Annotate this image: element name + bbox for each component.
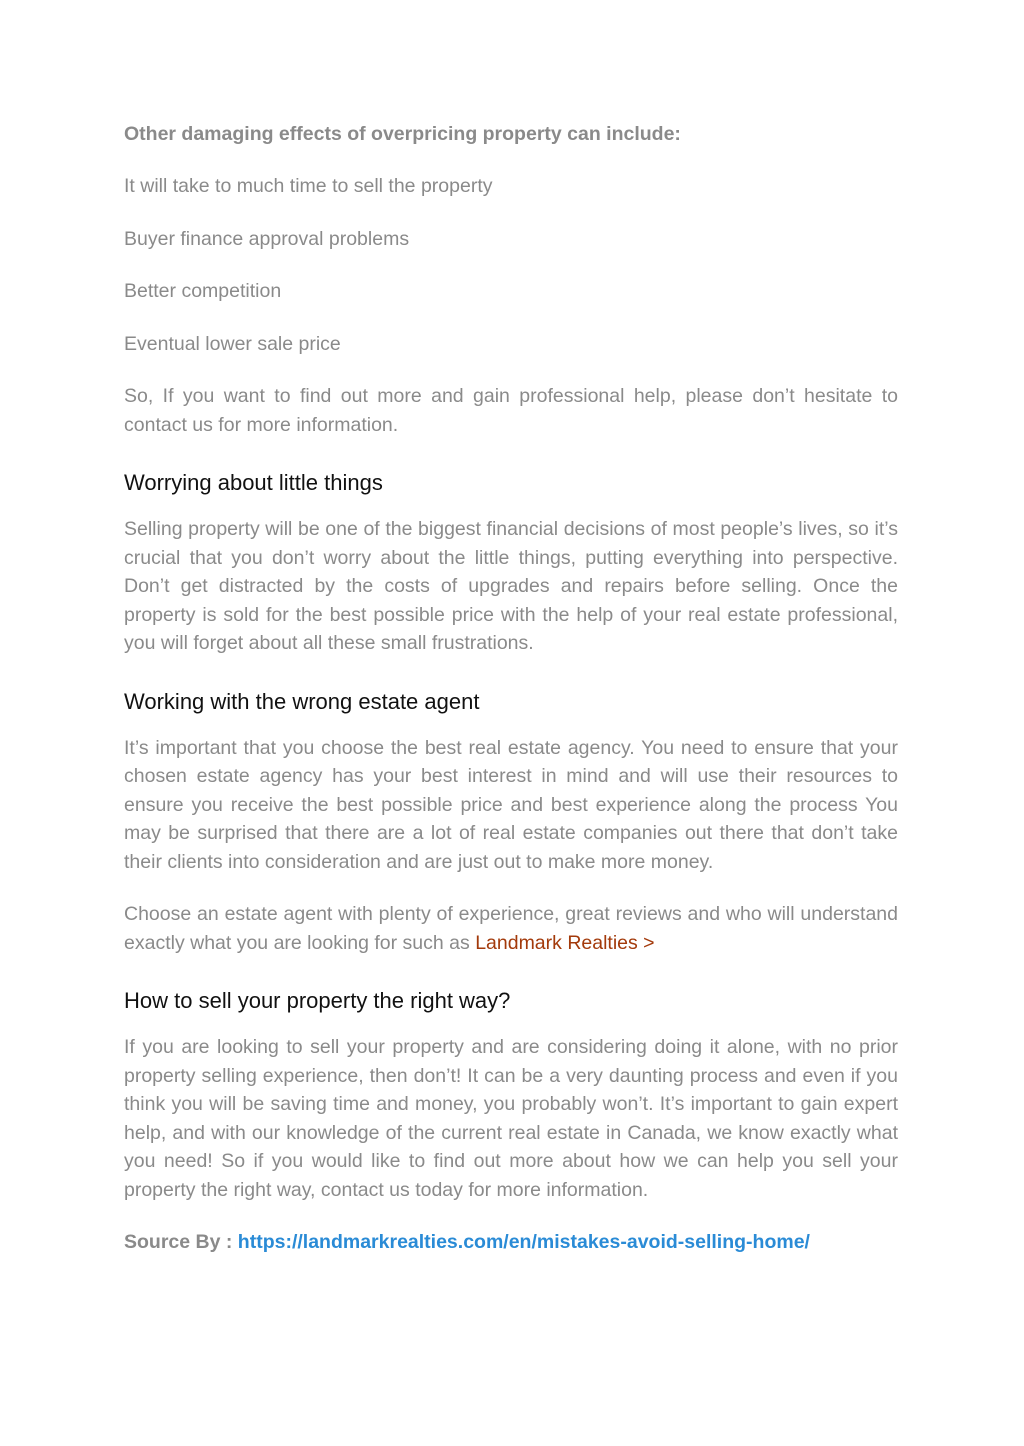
source-line [124, 1228, 898, 1256]
section-heading-worrying: Worrying about little things [124, 470, 383, 495]
intro-closing-paragraph: So, If you want to find out more and gain professional help, please don’t hesitate to contact us for more information. [124, 385, 898, 436]
document-page [124, 120, 898, 1256]
section-heading-agent: Working with the wrong estate agent [124, 688, 480, 714]
source-label: Source By : [124, 1231, 238, 1253]
landmark-realties-link[interactable]: Landmark Realties > [475, 931, 655, 954]
section-heading-sell: How to sell your property the right way? [124, 988, 511, 1013]
effect-item-2: Buyer finance approval problems [124, 227, 410, 250]
effect-item-3: Better competition [124, 280, 282, 302]
section-body-sell: If you are looking to sell your property and are considering doing it alone, with no prior property selling experience, then don’t! It can be a very daunting process and even if you think you will be saving time and money, you probably won’t. It’s important to gain expert help, and with our knowledge of the current real estate in Canada, we know exactly what you need! So if you would like to find out more about how we can help you sell your property the right way, contact us today for more information. [124, 1036, 898, 1201]
choose-agent-text: Choose an estate agent with plenty of experience, great reviews and who will understand exactly what you are looking for such as [124, 903, 898, 954]
effect-item-1: It will take to much time to sell the property [124, 175, 493, 197]
choose-agent-paragraph [124, 900, 898, 957]
effects-intro-heading: Other damaging effects of overpricing property can include: [124, 123, 681, 145]
section-body-worrying: Selling property will be one of the biggest financial decisions of most people’s lives, so it’s crucial that you don’t worry about the little things, putting everything into perspective. Don’t get distracted by the costs of upgrades and repairs before selling. Once the property is sold for the best possible price with the help of your real estate professional, you will forget about all these small frustrations. [124, 518, 898, 654]
source-url-link[interactable]: https://landmarkrealties.com/en/mistakes-avoid-selling-home/ [237, 1231, 810, 1253]
section-body-agent: It’s important that you choose the best real estate agency. You need to ensure that your chosen estate agency has your best interest in mind and will use their resources to ensure you receive the best possible price and best experience along the process You may be surprised that there are a lot of real estate companies out there that don’t take their clients into consideration and are just out to make more money. [124, 736, 898, 873]
effect-item-4: Eventual lower sale price [124, 332, 341, 355]
